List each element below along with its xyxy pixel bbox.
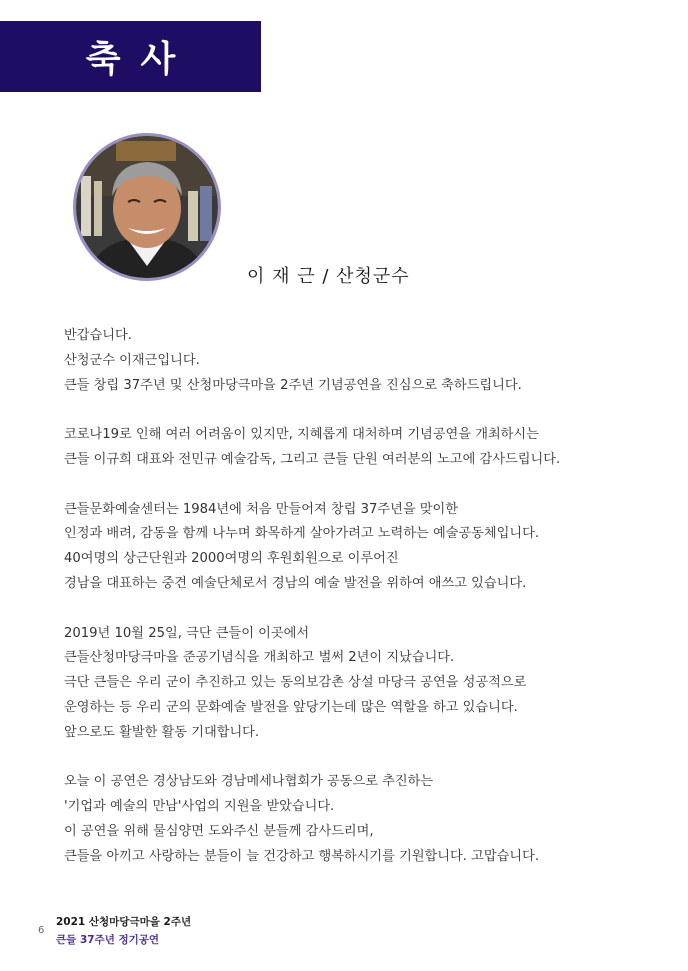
paragraph-line: 산청군수 이재근입니다.: [64, 352, 200, 368]
paragraph: [64, 423, 664, 473]
paragraph-line: 경남을 대표하는 중견 예술단체로서 경남의 예술 발전을 위하여 애쓰고 있습니다.: [64, 575, 527, 591]
footer-event-title: 2021 산청마당극마을 2주년: [56, 916, 192, 928]
page-title: 축사: [85, 38, 196, 80]
paragraph: [64, 324, 664, 398]
paragraph-line: 앞으로도 활발한 활동 기대합니다.: [64, 724, 260, 740]
paragraph-line: 운영하는 등 우리 군의 문화예술 발전을 앞당기는데 많은 역할을 하고 있습니다.: [64, 699, 518, 715]
paragraph-line: 큰들 창립 37주년 및 산청마당극마을 2주년 기념공연을 진심으로 축하드립니다.: [64, 377, 522, 393]
portrait-image: [76, 136, 218, 278]
paragraph-line: 큰들산청마당극마을 준공기념식을 개최하고 벌써 2년이 지났습니다.: [64, 650, 455, 666]
paragraph-line: 이 공연을 위해 물심양면 도와주신 분들께 감사드리며,: [64, 823, 374, 839]
page-number: 6: [38, 925, 45, 936]
paragraph-line: 반갑습니다.: [64, 328, 132, 343]
paragraph-line: 큰들 이규희 대표와 전민규 예술감독, 그리고 큰들 단원 여러분의 노고에 감사드립니다.: [64, 451, 561, 467]
title-banner: [0, 21, 261, 92]
footer-event-subtitle: 큰들 37주년 정기공연: [56, 934, 160, 946]
paragraph-line: 오늘 이 공연은 경상남도와 경남메세나협회가 공동으로 추진하는: [64, 774, 434, 790]
paragraph-line: 큰들을 아끼고 사랑하는 분들이 늘 건강하고 행복하시기를 기원합니다. 고맙습니다.: [64, 848, 540, 864]
letter-body: [64, 324, 664, 894]
paragraph-line: 코로나19로 인해 여러 어려움이 있지만, 지혜롭게 대처하며 기념공연을 개최하시는: [64, 427, 539, 443]
author-name: 이 재 근 / 산청군수: [247, 266, 410, 287]
paragraph-line: 큰들문화예술센터는 1984년에 처음 만들어져 창립 37주년을 맞이한: [64, 501, 458, 517]
author-portrait: [73, 133, 221, 281]
paragraph-line: 극단 큰들은 우리 군이 추진하고 있는 동의보감촌 상설 마당극 공연을 성공적으로: [64, 675, 527, 691]
paragraph-line: 인정과 배려, 감동을 함께 나누며 화목하게 살아가려고 노력하는 예술공동체입니다.: [64, 526, 540, 542]
paragraph: [64, 770, 664, 869]
paragraph-line: 2019년 10월 25일, 극단 큰들이 이곳에서: [64, 625, 310, 641]
paragraph-line: 40여명의 상근단원과 2000여명의 후원회원으로 이루어진: [64, 551, 399, 567]
paragraph-line: '기업과 예술의 만남'사업의 지원을 받았습니다.: [64, 799, 335, 815]
paragraph: [64, 622, 664, 746]
paragraph: [64, 498, 664, 597]
